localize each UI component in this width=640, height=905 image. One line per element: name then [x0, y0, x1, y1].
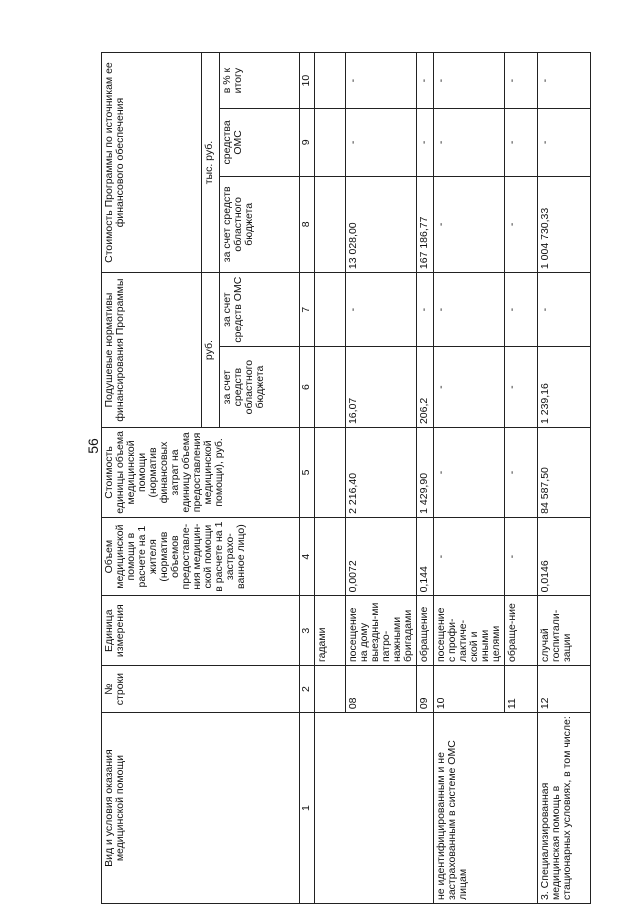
cell-volume: 0,0146: [538, 517, 591, 596]
cell-norm-oms: [315, 273, 346, 347]
header-row-number: № строки: [102, 666, 300, 713]
header-per-capita-norms: Подушевые нормативы финансирования Программы: [102, 273, 202, 428]
cell-norm-oms: -: [417, 273, 434, 347]
cell-cost-budget: 1 004 730,33: [538, 176, 591, 273]
cell-kind: не идентифицированным и не застрахованным в системе ОМС лицам: [434, 713, 538, 904]
column-number: 1: [300, 713, 315, 904]
column-number: 4: [300, 517, 315, 596]
cell-norm-budget: 1 239,16: [538, 347, 591, 428]
table-row: [538, 53, 591, 904]
cell-percent: -: [434, 53, 505, 109]
cell-volume: 0,144: [417, 517, 434, 596]
cell-norm-budget: -: [505, 347, 538, 428]
rotated-table-container: [101, 52, 573, 904]
cell-row-number: 10: [434, 666, 505, 713]
header-kind-conditions: Вид и условия оказания медицинской помощи: [102, 713, 300, 904]
cell-unit-cost: -: [434, 428, 505, 518]
cell-cost-budget: 167 186,77: [417, 176, 434, 273]
cell-percent: [315, 53, 346, 109]
column-number: 7: [300, 273, 315, 347]
column-number: 2: [300, 666, 315, 713]
cell-cost-budget: [315, 176, 346, 273]
cell-unit-cost: 2 216,40: [346, 428, 417, 518]
cell-cost-oms: -: [538, 109, 591, 176]
table-viewport: [101, 52, 573, 904]
cell-unit: посещение на дому выездны-ми патро-нажными бригадами: [346, 596, 417, 666]
page-number: 56: [85, 438, 101, 454]
cell-row-number: 12: [538, 666, 591, 713]
column-number: 10: [300, 53, 315, 109]
cell-norm-oms: -: [538, 273, 591, 347]
header-norm-oms: за счет средств ОМС: [220, 273, 300, 347]
cell-cost-budget: -: [505, 176, 538, 273]
header-volume: Объем медицинской помощи в расчете на 1 жителя (норматив объемов предоставле-ния медицин-ской помощи в расчете на 1 застрахо-ванное лицо): [102, 517, 300, 596]
cell-unit-cost: [315, 428, 346, 518]
cell-cost-oms: -: [434, 109, 505, 176]
header-unit-cost: Стоимость единицы объема медицинской помощи (норматив финансовых затрат на единицу объема предоставления медицинской помощи), руб.: [102, 428, 300, 518]
cell-row-number: 08: [346, 666, 417, 713]
column-number: 5: [300, 428, 315, 518]
cell-cost-oms: -: [505, 109, 538, 176]
cell-unit-cost: 84 587,50: [538, 428, 591, 518]
cell-cost-oms: -: [417, 109, 434, 176]
column-number: 8: [300, 176, 315, 273]
cell-row-number: 11: [505, 666, 538, 713]
cell-percent: -: [505, 53, 538, 109]
cell-kind: [315, 713, 434, 904]
cell-cost-oms: [315, 109, 346, 176]
table-row: [315, 53, 346, 904]
column-number: 6: [300, 347, 315, 428]
header-unit: Единица измерения: [102, 596, 300, 666]
header-norm-regional-budget: за счет средств областного бюджета: [220, 347, 300, 428]
header-norms-unit: руб.: [202, 273, 220, 428]
table-row: [434, 53, 505, 904]
cell-percent: -: [417, 53, 434, 109]
cell-cost-oms: -: [346, 109, 417, 176]
cell-volume: [315, 517, 346, 596]
column-number: 3: [300, 596, 315, 666]
column-number: 9: [300, 109, 315, 176]
cell-norm-oms: -: [346, 273, 417, 347]
header-cost-oms: средства ОМС: [220, 109, 300, 176]
cell-unit: обращение: [417, 596, 434, 666]
header-percent-total: в % к итогу: [220, 53, 300, 109]
cell-unit: обраще-ние: [505, 596, 538, 666]
cell-kind: 3. Специализированная медицинская помощь в стационарных условиях, в том числе:: [538, 713, 591, 904]
cell-row-number: 09: [417, 666, 434, 713]
cell-unit: случай госпитали-зации: [538, 596, 591, 666]
cell-norm-budget: [315, 347, 346, 428]
cell-volume: -: [505, 517, 538, 596]
cell-cost-budget: -: [434, 176, 505, 273]
cell-volume: -: [434, 517, 505, 596]
cell-norm-budget: 206,2: [417, 347, 434, 428]
cell-unit: посещение с профи-лактиче-ской и иными целями: [434, 596, 505, 666]
header-cost-unit: тыс. руб.: [202, 53, 220, 273]
header-program-cost: Стоимость Программы по источникам ее финансового обеспечения: [102, 53, 202, 273]
header-cost-regional-budget: за счет средств областного бюджета: [220, 176, 300, 273]
cell-unit-cost: 1 429,90: [417, 428, 434, 518]
cell-norm-oms: -: [434, 273, 505, 347]
program-cost-table: [101, 52, 591, 904]
cell-norm-oms: -: [505, 273, 538, 347]
cell-volume: 0,0072: [346, 517, 417, 596]
cell-norm-budget: -: [434, 347, 505, 428]
cell-unit: гадами: [315, 596, 346, 666]
cell-percent: -: [346, 53, 417, 109]
cell-percent: -: [538, 53, 591, 109]
cell-row-number: [315, 666, 346, 713]
cell-unit-cost: -: [505, 428, 538, 518]
cell-norm-budget: 16,07: [346, 347, 417, 428]
cell-cost-budget: 13 028,00: [346, 176, 417, 273]
